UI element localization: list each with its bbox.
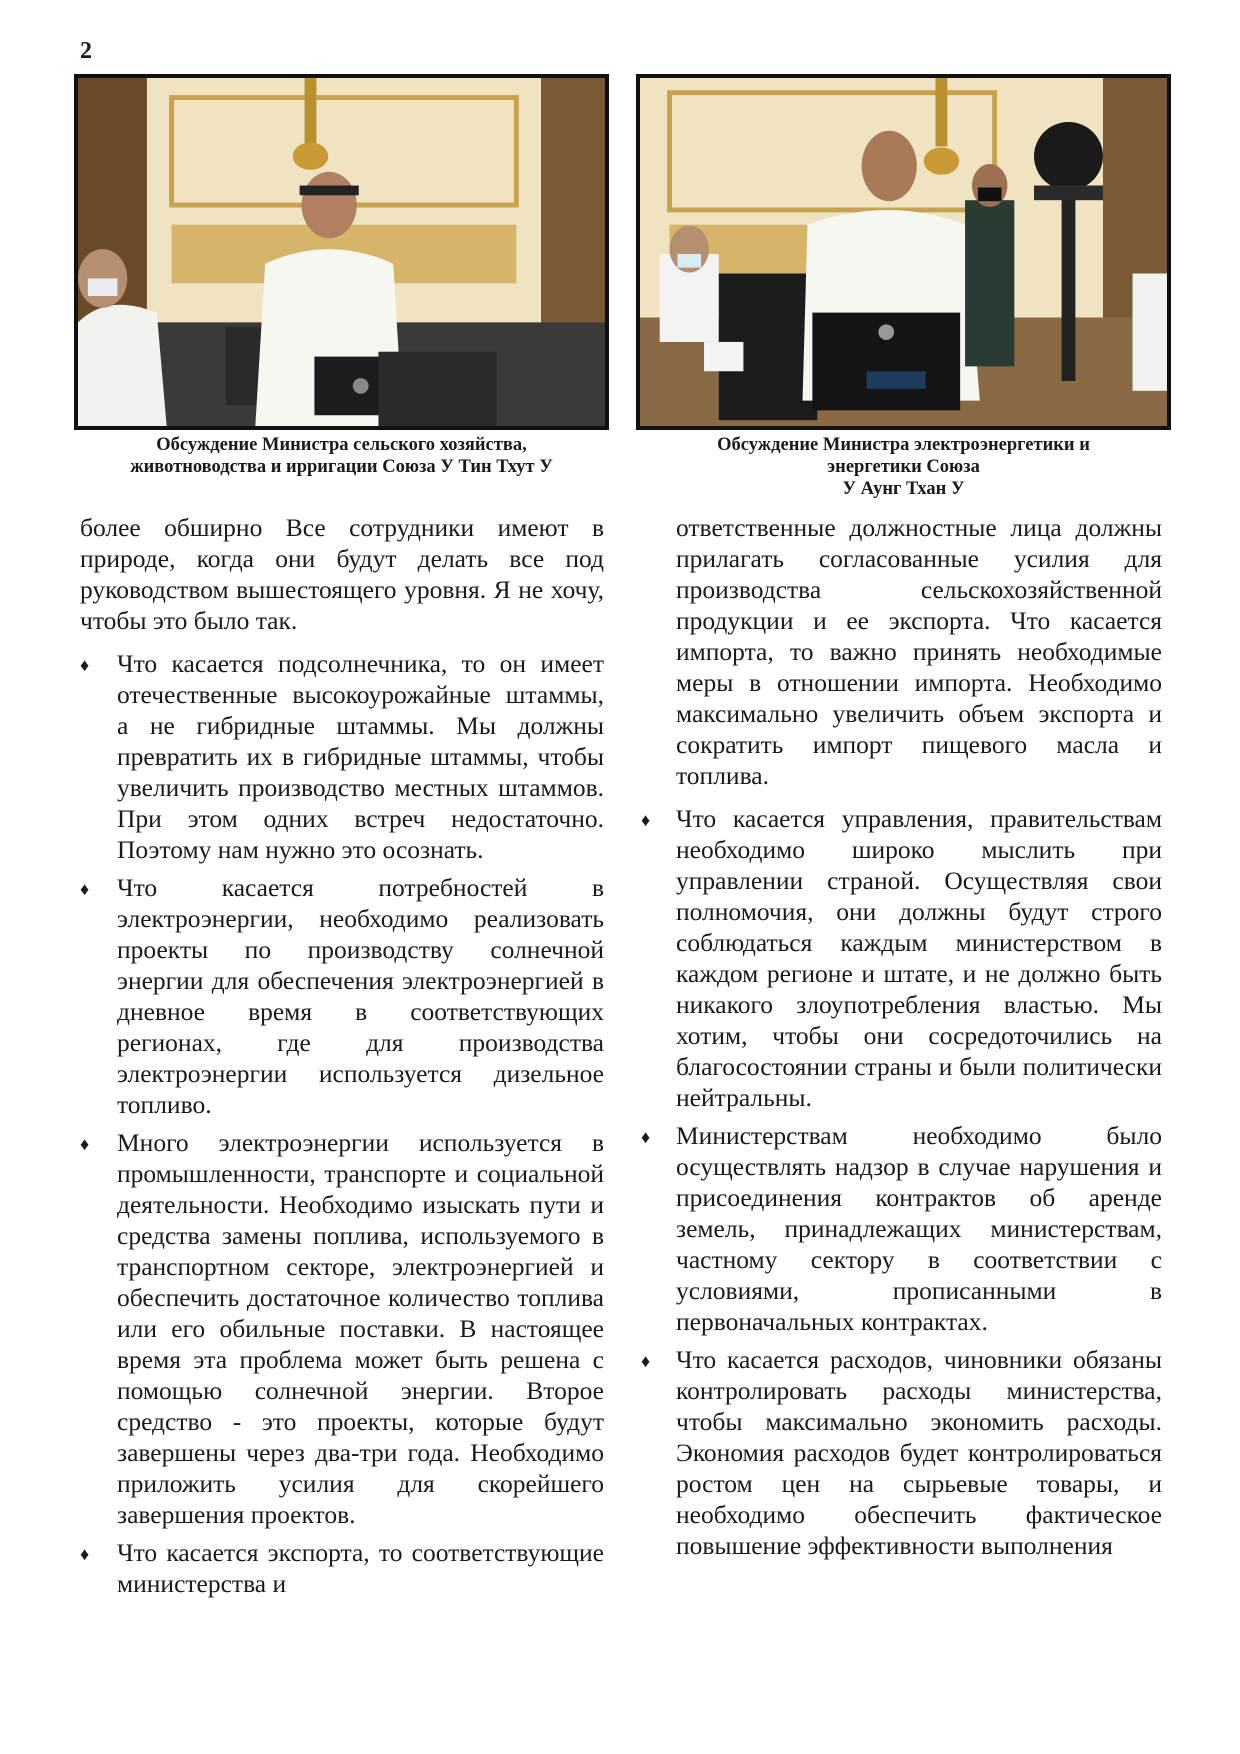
list-item-text: Что касается экспорта, то соответствующие министерства и <box>117 1538 604 1598</box>
diamond-bullet-icon: ♦ <box>641 1127 651 1147</box>
caption-line: животноводства и ирригации Союза У Тин Тхут У <box>130 457 553 477</box>
list-item <box>80 1127 604 1530</box>
photo-minister-agriculture <box>74 74 609 430</box>
list-item <box>80 1537 604 1599</box>
photo-minister-energy <box>636 74 1171 430</box>
caption-line: Обсуждение Министра электроэнергетики и <box>717 435 1090 455</box>
list-item-text: Что касается потребностей в электроэнергии, необходимо реализовать проекты по производству солнечной энергии для обеспечения электроэнергией в дневное время в соответствующих регионах, где для производства электроэнергии используется дизельное топливо. <box>117 873 604 1119</box>
text-column-left <box>80 512 604 1606</box>
diamond-bullet-icon: ♦ <box>641 810 651 830</box>
list-item-text: Что касается подсолнечника, то он имеет отечественные высокоурожайные штаммы, а не гибридные штаммы. Мы должны превратить их в гибридные штаммы, чтобы увеличить производство местных штаммов. При этом одних встреч недостаточно. Поэтому нам нужно это осознать. <box>117 649 604 864</box>
diamond-bullet-icon: ♦ <box>80 655 90 675</box>
caption-line: Обсуждение Министра сельского хозяйства, <box>156 435 527 455</box>
continuation-paragraph: ответственные должностные лица должны прилагать согласованные усилия для производства сельскохозяйственной продукции и ее экспорта. Что касается импорта, то важно принять необходимые меры в отношении импорта. Необходимо максимально увеличить объем экспорта и сократить импорт пищевого масла и топлива. <box>676 513 1162 790</box>
list-item-text: Много электроэнергии используется в промышленности, транспорте и социальной деятельности. Необходимо изыскать пути и средства замены поплива, используемого в транспортном секторе, электроэнергией и обеспечить достаточное количество топлива или его обильные поставки. В настоящее время эта проблема может быть решена с помощью солнечной энергии. Второе средство - это проекты, которые будут завершены через два-три года. Необходимо приложить усилия для скорейшего завершения проектов. <box>117 1128 604 1529</box>
bullet-list <box>641 803 1162 1561</box>
diamond-bullet-icon: ♦ <box>80 1134 90 1154</box>
diamond-bullet-icon: ♦ <box>641 1351 651 1371</box>
list-item <box>80 872 604 1120</box>
page-number: 2 <box>80 38 92 64</box>
bullet-list <box>80 648 604 1599</box>
list-item-text: Что касается расходов, чиновники обязаны контролировать расходы министерства, чтобы максимально экономить расходы. Экономия расходов будет контролироваться ростом цен на сырьевые товары, и необходимо обеспечить фактическое повышение эффективности выполнения <box>676 1345 1162 1560</box>
list-item <box>641 803 1162 1113</box>
diamond-bullet-icon: ♦ <box>80 1544 90 1564</box>
list-item <box>641 1344 1162 1561</box>
diamond-bullet-icon: ♦ <box>80 879 90 899</box>
photo-caption-left <box>74 434 609 478</box>
list-item <box>80 648 604 865</box>
list-item-text: Министерствам необходимо было осуществлять надзор в случае нарушения и присоединения контрактов об аренде земель, принадлежащих министерствам, частному сектору в соответствии с условиями, прописанными в первоначальных контрактах. <box>676 1121 1162 1336</box>
text-column-right <box>641 512 1162 1568</box>
list-item-text: Что касается управления, правительствам необходимо широко мыслить при управлении страной. Осуществляя свои полномочия, они должны будут строго соблюдаться каждым министерством в каждом регионе и штате, и не должно быть никакого злоупотребления властью. Мы хотим, чтобы они сосредоточились на благосостоянии страны и были политически нейтральны. <box>676 804 1162 1112</box>
caption-line: У Аунг Тхан У <box>842 479 965 499</box>
list-item <box>641 1120 1162 1337</box>
caption-line: энергетики Союза <box>827 457 980 477</box>
intro-paragraph: более обширно Все сотрудники имеют в природе, когда они будут делать все под руководством вышестоящего уровня. Я не хочу, чтобы это было так. <box>80 513 604 635</box>
photo-caption-right <box>636 434 1171 500</box>
